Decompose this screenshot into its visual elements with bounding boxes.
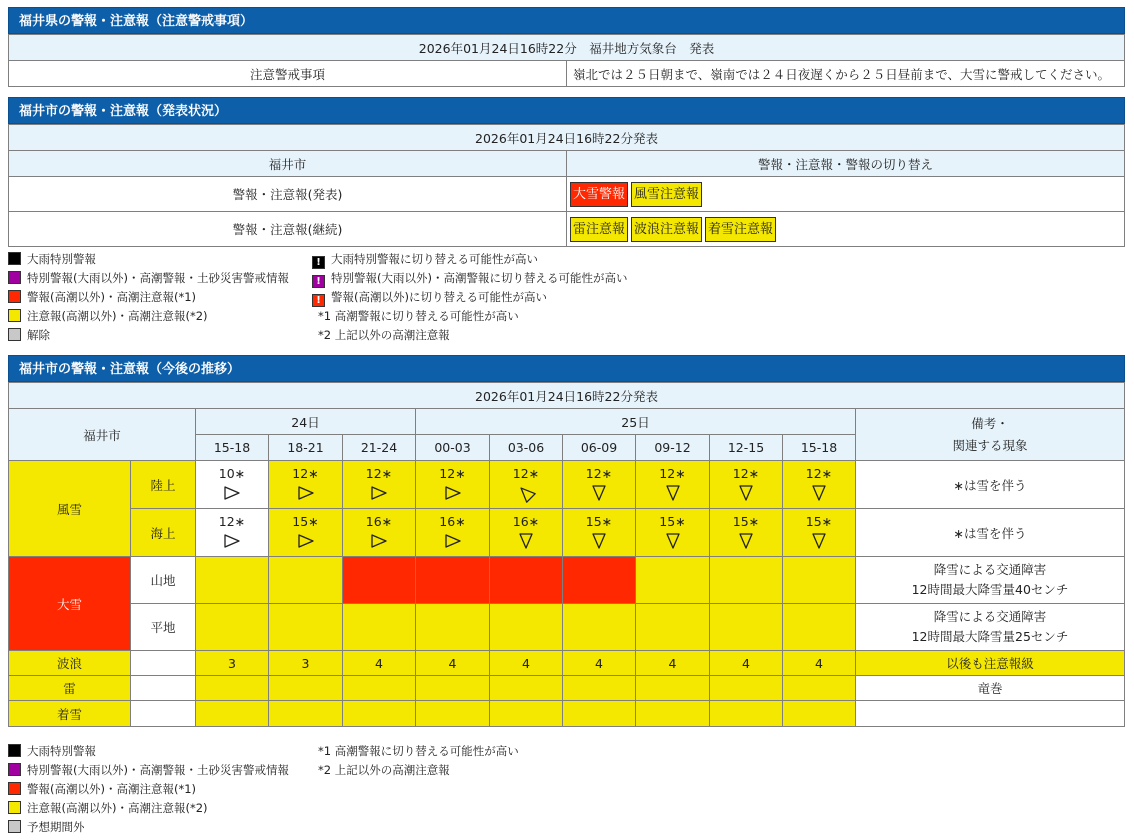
wind-speed: 15∗ <box>732 514 760 529</box>
level-cell <box>783 604 856 651</box>
level-cell <box>343 557 416 604</box>
wind-cell <box>490 509 563 557</box>
wind-direction-icon <box>710 531 782 551</box>
level-cell <box>783 701 856 727</box>
wind-direction-icon <box>269 531 342 551</box>
wind-direction-icon <box>563 483 635 503</box>
time-slot: 12-15 <box>710 435 783 461</box>
level-cell <box>416 676 490 701</box>
wind-speed: 15∗ <box>659 514 686 529</box>
remarks-header-line: 関連する現象 <box>952 437 1028 453</box>
thunder-label: 雷 <box>9 676 131 701</box>
wave-height-cell: 4 <box>710 651 783 676</box>
wind-cell <box>710 509 783 557</box>
wind-direction-icon <box>416 483 489 503</box>
level-cell <box>416 557 490 604</box>
legend-item: 特別警報(大雨以外)・高潮警報・土砂災害警戒情報 <box>27 763 289 777</box>
level-cell <box>416 701 490 727</box>
level-cell <box>563 604 636 651</box>
legend-item: 大雨特別警報 <box>27 252 96 266</box>
wave-height-cell: 3 <box>196 651 269 676</box>
wind-speed: 12∗ <box>292 466 319 481</box>
legend-item: 予想期間外 <box>27 820 85 834</box>
attention-text: 嶺北では２５日朝まで、嶺南では２４日夜遅くから２５日昼前まで、大雪に警戒してください。 <box>567 61 1125 87</box>
wind-cell <box>196 509 269 557</box>
exclamation-black-icon: ! <box>312 256 325 269</box>
remark-line: 12時間最大降雪量25センチ <box>911 629 1069 644</box>
wind-direction-icon <box>490 531 562 551</box>
wave-height-cell: 4 <box>343 651 416 676</box>
badge-snowstorm-advisory[interactable]: 風雪注意報 <box>631 182 702 207</box>
status-cont-badges <box>567 212 1125 247</box>
level-cell <box>196 701 269 727</box>
remark-cell: 竜巻 <box>856 676 1125 701</box>
wind-speed: 12∗ <box>218 514 246 529</box>
forecast-panel <box>8 355 1125 727</box>
snowstorm-label: 風雪 <box>9 461 131 557</box>
remark-cell: ∗は雪を伴う <box>856 461 1125 509</box>
exclamation-purple-icon: ! <box>312 275 325 288</box>
wave-row <box>9 651 1125 676</box>
level-cell <box>710 557 783 604</box>
forecast-title: 福井市の警報・注意報（今後の推移） <box>8 355 1125 382</box>
wind-cell <box>783 509 856 557</box>
wind-direction-icon <box>416 531 489 551</box>
wind-direction-icon <box>343 531 415 551</box>
status-new-badges <box>567 177 1125 212</box>
wave-blank <box>131 651 196 676</box>
wind-speed: 12∗ <box>585 466 613 481</box>
legend-black-icon <box>8 252 21 265</box>
wind-speed: 16∗ <box>365 514 393 529</box>
wind-cell <box>416 509 490 557</box>
forecast-city: 福井市 <box>9 409 196 461</box>
wind-speed: 16∗ <box>512 514 540 529</box>
wind-direction-icon <box>636 483 709 503</box>
snow-accretion-label: 着雪 <box>9 701 131 727</box>
legend-gray-icon <box>8 328 21 341</box>
wind-speed: 12∗ <box>732 466 760 481</box>
level-cell <box>490 701 563 727</box>
wave-height-cell: 4 <box>416 651 490 676</box>
day-25: 25日 <box>416 409 856 435</box>
level-cell <box>269 557 343 604</box>
legend-note-1: *1 高潮警報に切り替える可能性が高い <box>318 744 519 758</box>
status-panel <box>8 97 1125 247</box>
wave-height-cell: 4 <box>636 651 710 676</box>
legend-note-2: *2 上記以外の高潮注意報 <box>318 763 450 777</box>
legend-red-icon <box>8 782 21 795</box>
wind-cell <box>710 461 783 509</box>
legend-item: 解除 <box>27 328 50 342</box>
status-row-cont-label: 警報・注意報(継続) <box>9 212 567 247</box>
wind-speed: 12∗ <box>365 466 393 481</box>
wind-speed: 12∗ <box>439 466 466 481</box>
remark-cell <box>856 557 1125 604</box>
wind-speed: 16∗ <box>439 514 466 529</box>
legend-item: 警報(高潮以外)に切り替える可能性が高い <box>331 290 547 304</box>
remarks-header-line: 備考・ <box>971 415 1009 431</box>
wave-height-cell: 4 <box>563 651 636 676</box>
wind-cell <box>490 461 563 509</box>
wind-direction-icon <box>710 483 782 503</box>
level-cell <box>416 604 490 651</box>
day-24: 24日 <box>196 409 416 435</box>
wind-cell <box>783 461 856 509</box>
remark-cell <box>856 604 1125 651</box>
legend-note-1: *1 高潮警報に切り替える可能性が高い <box>318 309 519 323</box>
time-slot: 00-03 <box>416 435 490 461</box>
status-city: 福井市 <box>9 151 567 177</box>
level-cell <box>196 676 269 701</box>
snowstorm-land-row <box>9 461 1125 509</box>
time-slot: 15-18 <box>783 435 856 461</box>
remarks-header <box>856 409 1125 461</box>
remark-line: 降雪による交通障害 <box>933 609 1047 624</box>
wind-direction-icon <box>196 483 268 503</box>
badge-snow-accretion-advisory[interactable]: 着雪注意報 <box>705 217 776 242</box>
level-cell <box>563 701 636 727</box>
legend-item: 警報(高潮以外)・高潮注意報(*1) <box>27 782 197 796</box>
level-cell <box>490 557 563 604</box>
attention-label: 注意警戒事項 <box>9 61 567 87</box>
legend-purple-icon <box>8 763 21 776</box>
prefecture-issued: 2026年01月24日16時22分 福井地方気象台 発表 <box>9 35 1125 61</box>
status-col-header: 警報・注意報・警報の切り替え <box>567 151 1125 177</box>
wind-direction-icon <box>783 483 855 503</box>
exclamation-red-icon: ! <box>312 294 325 307</box>
land-label: 陸上 <box>131 461 196 509</box>
level-cell <box>710 676 783 701</box>
heavy-snow-plain-row <box>9 604 1125 651</box>
badge-heavy-snow-warning[interactable]: 大雪警報 <box>570 182 628 207</box>
snow-accretion-blank <box>131 701 196 727</box>
level-cell <box>783 676 856 701</box>
badge-wave-advisory[interactable]: 波浪注意報 <box>631 217 702 242</box>
level-cell <box>563 557 636 604</box>
wind-direction-icon <box>269 483 342 503</box>
wind-cell <box>343 461 416 509</box>
legend-black-icon <box>8 744 21 757</box>
level-cell <box>490 604 563 651</box>
level-cell <box>563 676 636 701</box>
wind-speed: 12∗ <box>805 466 833 481</box>
legend-item: 警報(高潮以外)・高潮注意報(*1) <box>27 290 197 304</box>
wind-cell <box>636 509 710 557</box>
legend-item: 大雨特別警報 <box>27 744 96 758</box>
level-cell <box>196 557 269 604</box>
level-cell <box>636 604 710 651</box>
wind-direction-icon <box>636 531 709 551</box>
level-cell <box>269 676 343 701</box>
remark-cell <box>856 701 1125 727</box>
heavy-snow-label: 大雪 <box>9 557 131 651</box>
status-row-new-label: 警報・注意報(発表) <box>9 177 567 212</box>
legend-purple-icon <box>8 271 21 284</box>
status-issued: 2026年01月24日16時22分発表 <box>9 125 1125 151</box>
wind-speed: 10∗ <box>218 466 246 481</box>
remark-line: 12時間最大降雪量40センチ <box>911 582 1069 597</box>
heavy-snow-mountain-row <box>9 557 1125 604</box>
wind-direction-icon <box>196 531 268 551</box>
level-cell <box>196 604 269 651</box>
wave-height-cell: 4 <box>783 651 856 676</box>
legend-item: 特別警報(大雨以外)・高潮警報・土砂災害警戒情報 <box>27 271 289 285</box>
remark-cell: 以後も注意報級 <box>856 651 1125 676</box>
legend-item: 注意報(高潮以外)・高潮注意報(*2) <box>27 309 208 323</box>
prefecture-title: 福井県の警報・注意報（注意警戒事項） <box>8 7 1125 34</box>
wind-direction-icon <box>343 483 415 503</box>
level-cell <box>343 604 416 651</box>
wind-cell <box>343 509 416 557</box>
time-slot: 09-12 <box>636 435 710 461</box>
wind-direction-icon <box>783 531 855 551</box>
time-slot: 06-09 <box>563 435 636 461</box>
wind-speed: 12∗ <box>659 466 686 481</box>
snowstorm-sea-row <box>9 509 1125 557</box>
legend-item: 大雨特別警報に切り替える可能性が高い <box>331 252 538 266</box>
wind-cell <box>416 461 490 509</box>
legend-gray-icon <box>8 820 21 833</box>
wind-cell <box>269 509 343 557</box>
legend-item: 特別警報(大雨以外)・高潮警報に切り替える可能性が高い <box>331 271 628 285</box>
wind-cell <box>196 461 269 509</box>
level-cell <box>710 604 783 651</box>
time-slot: 18-21 <box>269 435 343 461</box>
level-cell <box>343 701 416 727</box>
wind-cell <box>269 461 343 509</box>
level-cell <box>343 676 416 701</box>
legend-yellow-icon <box>8 309 21 322</box>
wind-speed: 12∗ <box>512 466 540 481</box>
thunder-row <box>9 676 1125 701</box>
wave-label: 波浪 <box>9 651 131 676</box>
level-cell <box>636 676 710 701</box>
wind-speed: 15∗ <box>585 514 613 529</box>
wind-direction-icon <box>490 483 562 503</box>
level-cell <box>636 701 710 727</box>
wind-direction-icon <box>563 531 635 551</box>
wind-speed: 15∗ <box>805 514 833 529</box>
thunder-blank <box>131 676 196 701</box>
level-cell <box>636 557 710 604</box>
wind-cell <box>563 509 636 557</box>
legend-red-icon <box>8 290 21 303</box>
level-cell <box>710 701 783 727</box>
snow-accretion-row <box>9 701 1125 727</box>
wind-speed: 15∗ <box>292 514 319 529</box>
mountain-label: 山地 <box>131 557 196 604</box>
level-cell <box>269 604 343 651</box>
level-cell <box>783 557 856 604</box>
time-slot: 03-06 <box>490 435 563 461</box>
level-cell <box>269 701 343 727</box>
time-slot: 21-24 <box>343 435 416 461</box>
badge-thunder-advisory[interactable]: 雷注意報 <box>570 217 628 242</box>
remark-line: 降雪による交通障害 <box>933 562 1047 577</box>
sea-label: 海上 <box>131 509 196 557</box>
remark-cell: ∗は雪を伴う <box>856 509 1125 557</box>
plain-label: 平地 <box>131 604 196 651</box>
level-cell <box>490 676 563 701</box>
legend-item: 注意報(高潮以外)・高潮注意報(*2) <box>27 801 208 815</box>
prefecture-panel <box>8 7 1125 87</box>
time-slot: 15-18 <box>196 435 269 461</box>
wind-cell <box>636 461 710 509</box>
legend-note-2: *2 上記以外の高潮注意報 <box>318 328 450 342</box>
status-title: 福井市の警報・注意報（発表状況） <box>8 97 1125 124</box>
wave-height-cell: 4 <box>490 651 563 676</box>
legend-yellow-icon <box>8 801 21 814</box>
wave-height-cell: 3 <box>269 651 343 676</box>
forecast-issued: 2026年01月24日16時22分発表 <box>9 383 1125 409</box>
wind-cell <box>563 461 636 509</box>
